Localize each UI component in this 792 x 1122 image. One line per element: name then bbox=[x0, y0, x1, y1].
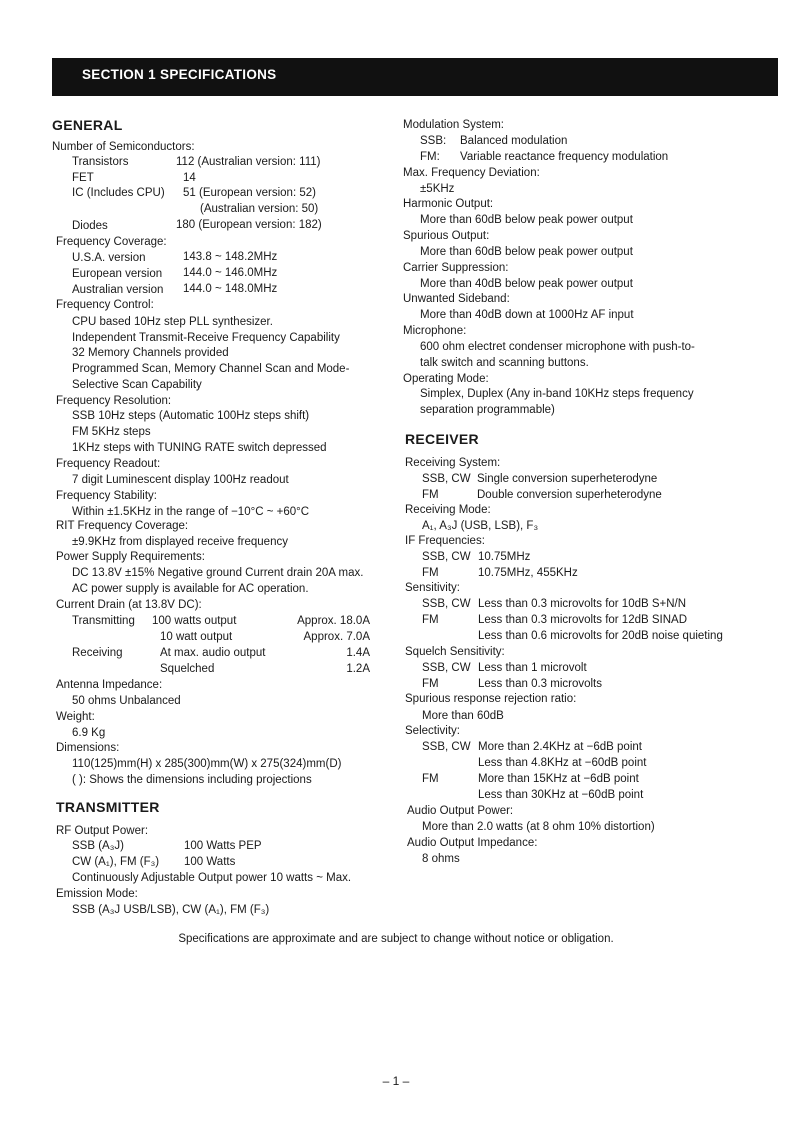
rx-sq-value: 1.2A bbox=[346, 663, 370, 675]
audio-output-value: More than 2.0 watts (at 8 ohm 10% distortion) bbox=[422, 821, 655, 833]
diodes-label: Diodes bbox=[72, 220, 108, 232]
sens-fm-value-2: Less than 0.6 microvolts for 20dB noise quieting bbox=[478, 630, 723, 642]
cw-fm-value: 100 Watts bbox=[184, 856, 236, 868]
tx-10-label: 10 watt output bbox=[160, 631, 233, 643]
freq-res-line-2: FM 5KHz steps bbox=[72, 426, 151, 438]
rx-sys-fm-value: Double conversion superheterodyne bbox=[477, 489, 662, 501]
power-line-2: AC power supply is available for AC operation. bbox=[72, 583, 309, 595]
if-ssb-label: SSB, CW bbox=[422, 551, 471, 563]
microphone-line-2: talk switch and scanning buttons. bbox=[420, 357, 589, 369]
sel-ssb-value-1: More than 2.4KHz at −6dB point bbox=[478, 741, 642, 753]
rx-mode-label: Receiving Mode: bbox=[405, 504, 491, 516]
rf-output-label: RF Output Power: bbox=[56, 825, 149, 837]
freq-res-line-1: SSB 10Hz steps (Automatic 100Hz steps shift) bbox=[72, 410, 310, 422]
euro-label: European version bbox=[72, 268, 163, 280]
emission-value: SSB (A₃J USB/LSB), CW (A₁), FM (F₃) bbox=[72, 904, 270, 916]
rx-sq-label: Squelched bbox=[160, 663, 215, 675]
microphone-line-1: 600 ohm electret condenser microphone with push-to- bbox=[420, 341, 695, 353]
carrier-label: Carrier Suppression: bbox=[403, 262, 509, 274]
ic-value-australian: (Australian version: 50) bbox=[200, 203, 319, 215]
stability-label: Frequency Stability: bbox=[56, 490, 157, 502]
mod-ssb-label: SSB: bbox=[420, 135, 447, 147]
if-ssb-value: 10.75MHz bbox=[478, 551, 531, 563]
sel-fm-value-1: More than 15KHz at −6dB point bbox=[478, 773, 639, 785]
transistors-label: Transistors bbox=[72, 156, 129, 168]
general-heading: GENERAL bbox=[52, 117, 123, 133]
aus-label: Australian version bbox=[72, 284, 164, 296]
aus-value: 144.0 ~ 148.0MHz bbox=[183, 283, 278, 295]
audio-output-label: Audio Output Power: bbox=[407, 805, 514, 817]
rx-system-label: Receiving System: bbox=[405, 457, 501, 469]
carrier-value: More than 40dB below peak power output bbox=[420, 278, 633, 290]
page-number: – 1 – bbox=[382, 1074, 410, 1088]
tx-label: Transmitting bbox=[72, 615, 135, 627]
dimensions-note: ( ): Shows the dimensions including projections bbox=[72, 774, 312, 786]
antenna-value: 50 ohms Unbalanced bbox=[72, 695, 181, 707]
audio-imp-label: Audio Output Impedance: bbox=[407, 837, 538, 849]
readout-label: Frequency Readout: bbox=[56, 458, 161, 470]
footer-note: Specifications are approximate and are subject to change without notice or obligation. bbox=[178, 933, 614, 945]
transistors-value: 112 (Australian version: 111) bbox=[176, 156, 321, 168]
freq-res-line-3: 1KHz steps with TUNING RATE switch depressed bbox=[72, 442, 327, 454]
freq-coverage-label: Frequency Coverage: bbox=[56, 236, 167, 248]
emission-label: Emission Mode: bbox=[56, 888, 138, 900]
drain-label: Current Drain (at 13.8V DC): bbox=[56, 599, 202, 611]
freq-control-label: Frequency Control: bbox=[56, 299, 154, 311]
mod-fm-label: FM: bbox=[420, 151, 440, 163]
sideband-value: More than 40dB down at 1000Hz AF input bbox=[420, 309, 634, 321]
section-banner: SECTION 1 SPECIFICATIONS bbox=[52, 58, 778, 96]
semiconductors-label: Number of Semiconductors: bbox=[52, 141, 195, 153]
tx-10-value: Approx. 7.0A bbox=[303, 631, 370, 643]
fet-label: FET bbox=[72, 172, 94, 184]
freq-control-line-1: CPU based 10Hz step PLL synthesizer. bbox=[72, 316, 273, 328]
adjustable-output: Continuously Adjustable Output power 10 watts ~ Max. bbox=[72, 872, 352, 884]
ssb-label: SSB (A₃J) bbox=[72, 840, 124, 852]
squelch-label: Squelch Sensitivity: bbox=[405, 646, 505, 658]
usa-label: U.S.A. version bbox=[72, 252, 146, 264]
sens-ssb-label: SSB, CW bbox=[422, 598, 471, 610]
freq-control-line-5: Selective Scan Capability bbox=[72, 379, 202, 391]
sel-fm-label: FM bbox=[422, 773, 439, 785]
audio-imp-value: 8 ohms bbox=[422, 853, 460, 865]
spurious-value: More than 60dB below peak power output bbox=[420, 246, 633, 258]
euro-value: 144.0 ~ 146.0MHz bbox=[183, 267, 278, 279]
sens-fm-label: FM bbox=[422, 614, 439, 626]
fet-value: 14 bbox=[183, 172, 196, 184]
harmonic-value: More than 60dB below peak power output bbox=[420, 214, 633, 226]
spurious-label: Spurious Output: bbox=[403, 230, 490, 242]
modulation-label: Modulation System: bbox=[403, 119, 504, 131]
deviation-label: Max. Frequency Deviation: bbox=[403, 167, 540, 179]
dimensions-label: Dimensions: bbox=[56, 742, 120, 754]
sel-ssb-value-2: Less than 4.8KHz at −60dB point bbox=[478, 757, 647, 769]
weight-value: 6.9 Kg bbox=[72, 727, 106, 739]
transmitter-heading: TRANSMITTER bbox=[56, 799, 160, 815]
rx-mode-value: A₁, A₃J (USB, LSB), F₃ bbox=[422, 520, 539, 532]
selectivity-label: Selectivity: bbox=[405, 725, 460, 737]
sq-fm-value: Less than 0.3 microvolts bbox=[478, 678, 603, 690]
if-label: IF Frequencies: bbox=[405, 535, 485, 547]
sensitivity-label: Sensitivity: bbox=[405, 582, 460, 594]
sel-ssb-label: SSB, CW bbox=[422, 741, 471, 753]
deviation-value: ±5KHz bbox=[420, 183, 455, 195]
freq-control-line-4: Programmed Scan, Memory Channel Scan and Mode- bbox=[72, 363, 350, 375]
if-fm-value: 10.75MHz, 455KHz bbox=[478, 567, 578, 579]
rit-value: ±9.9KHz from displayed receive frequency bbox=[72, 536, 288, 548]
usa-value: 143.8 ~ 148.2MHz bbox=[183, 251, 278, 263]
rit-label: RIT Frequency Coverage: bbox=[56, 520, 189, 532]
stability-value: Within ±1.5KHz in the range of −10°C ~ +60°C bbox=[72, 506, 310, 518]
if-fm-label: FM bbox=[422, 567, 439, 579]
rx-sys-ssb-label: SSB, CW bbox=[422, 473, 471, 485]
ic-value: 51 (European version: 52) bbox=[183, 187, 316, 199]
sens-ssb-value: Less than 0.3 microvolts for 10dB S+N/N bbox=[478, 598, 687, 610]
rx-sys-fm-label: FM bbox=[422, 489, 439, 501]
sideband-label: Unwanted Sideband: bbox=[403, 293, 510, 305]
rx-sys-ssb-value: Single conversion superheterodyne bbox=[477, 473, 658, 485]
sel-fm-value-2: Less than 30KHz at −60dB point bbox=[478, 789, 644, 801]
spur-rejection-value: More than 60dB bbox=[422, 710, 504, 722]
receiver-heading: RECEIVER bbox=[405, 431, 479, 447]
weight-label: Weight: bbox=[56, 711, 95, 723]
harmonic-label: Harmonic Output: bbox=[403, 198, 494, 210]
diodes-value: 180 (European version: 182) bbox=[176, 219, 322, 231]
mod-fm-value: Variable reactance frequency modulation bbox=[460, 151, 669, 163]
tx-100-label: 100 watts output bbox=[152, 615, 237, 627]
spur-rejection-label: Spurious response rejection ratio: bbox=[405, 693, 577, 705]
opmode-label: Operating Mode: bbox=[403, 373, 489, 385]
freq-control-line-2: Independent Transmit-Receive Frequency Capability bbox=[72, 332, 340, 344]
opmode-line-1: Simplex, Duplex (Any in-band 10KHz steps frequency bbox=[420, 388, 694, 400]
mod-ssb-value: Balanced modulation bbox=[460, 135, 568, 147]
sq-fm-label: FM bbox=[422, 678, 439, 690]
tx-100-value: Approx. 18.0A bbox=[297, 615, 370, 627]
sq-ssb-value: Less than 1 microvolt bbox=[478, 662, 587, 674]
ic-label: IC (Includes CPU) bbox=[72, 187, 165, 199]
power-line-1: DC 13.8V ±15% Negative ground Current drain 20A max. bbox=[72, 567, 364, 579]
rx-max-label: At max. audio output bbox=[160, 647, 266, 659]
sq-ssb-label: SSB, CW bbox=[422, 662, 471, 674]
power-label: Power Supply Requirements: bbox=[56, 551, 205, 563]
freq-control-line-3: 32 Memory Channels provided bbox=[72, 347, 229, 359]
opmode-line-2: separation programmable) bbox=[420, 404, 555, 416]
rx-max-value: 1.4A bbox=[346, 647, 370, 659]
antenna-label: Antenna Impedance: bbox=[56, 679, 163, 691]
rx-label: Receiving bbox=[72, 647, 123, 659]
readout-value: 7 digit Luminescent display 100Hz readout bbox=[72, 474, 289, 486]
microphone-label: Microphone: bbox=[403, 325, 467, 337]
ssb-value: 100 Watts PEP bbox=[184, 840, 262, 852]
dimensions-value: 110(125)mm(H) x 285(300)mm(W) x 275(324)mm(D) bbox=[72, 758, 342, 770]
cw-fm-label: CW (A₁), FM (F₃) bbox=[72, 856, 160, 868]
freq-res-label: Frequency Resolution: bbox=[56, 395, 172, 407]
sens-fm-value-1: Less than 0.3 microvolts for 12dB SINAD bbox=[478, 614, 688, 626]
